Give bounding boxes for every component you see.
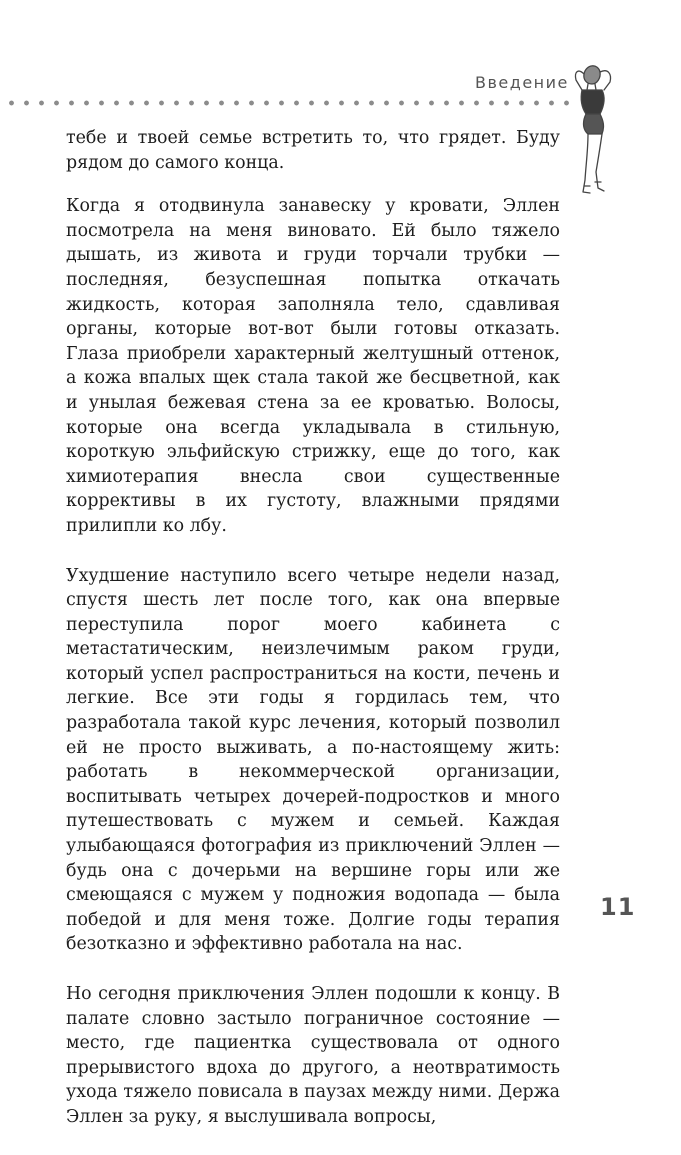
paragraph-continuation: тебе и твоей семье встретить то, что грядет. Буду рядом до самого конца. xyxy=(66,128,560,173)
running-head-title: Введение xyxy=(475,73,569,92)
dotted-rule-divider xyxy=(4,100,576,106)
paragraph-decline: Ухудшение наступило всего четыре недели назад, спустя шесть лет после того, как она впервые переступила порог моего кабинета с метастатическим, неизлечимым раком груди, который успел распространиться на кости, печень и легкие. Все эти годы я гордилась тем, что разработала такой курс лечения, который позволил ей не просто выживать, а по-настоящему жить: работать в некоммерческой организации, воспитывать четырех дочерей-подростков и много путешествовать с мужем и семьей. Каждая улыбающаяся фотография из приключений Эллен — будь она с дочерьми на вершине горы или же смеющаяся с мужем у подножия водопада — была победой и для меня тоже. Долгие годы терапия безотказно и эффективно работала на нас. xyxy=(66,565,560,955)
page-number: 11 xyxy=(600,893,636,921)
paragraph-ellen-bedside: Когда я отодвинула занавеску у кровати, Эллен посмотрела на меня виновато. Ей было тяжело дышать, из живота и груди торчали трубки — последняя, безуспешная попытка откачать жидкость, которая заполняла тело, сдавливая органы, которые вот-вот были готовы отказать. Глаза приобрели характерный желтушный оттенок, а кожа впалых щек стала такой же бесцветной, как и унылая бежевая стена за ее кроватью. Волосы, которые она всегда укладывала в стильную, короткую эльфийскую стрижку, еще до того, как химиотерапия внесла свои существенные коррективы в их густоту, влажными прядями прилипли ко лбу. xyxy=(66,196,560,536)
pinup-woman-illustration-icon xyxy=(568,60,618,200)
main-text-column xyxy=(66,126,560,1155)
paragraph-adventures-end: Но сегодня приключения Эллен подошли к концу. В палате словно застыло пограничное состояние — место, где пациентка существовала от одного прерывистого вдоха до другого, а неотвратимость ухода тяжело повисала в паузах между ними. Держа Эллен за руку, я выслушивала вопросы, xyxy=(66,984,560,1127)
